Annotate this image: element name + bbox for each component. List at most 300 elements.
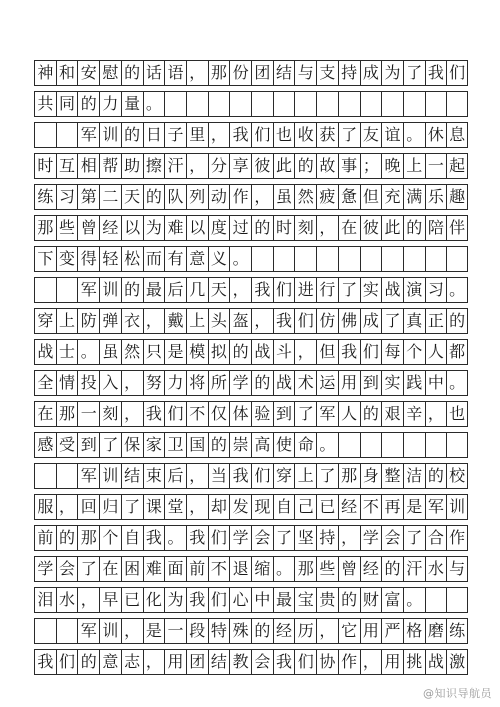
grid-cell: 的	[77, 650, 99, 674]
grid-cell: 几	[186, 278, 208, 302]
grid-cell	[338, 92, 360, 116]
grid-cell: ，	[338, 526, 360, 550]
grid-cell: 习	[56, 185, 78, 209]
grid-cell: 教	[229, 650, 251, 674]
grid-cell: 会	[251, 650, 273, 674]
grid-cell	[208, 92, 230, 116]
grid-cell: 二	[99, 185, 121, 209]
grid-cell: 课	[143, 495, 165, 519]
grid-cell: 训	[446, 495, 468, 519]
grid-cell: 会	[251, 526, 273, 550]
grid-cell: 故	[316, 154, 338, 178]
grid-cell: 个	[99, 526, 121, 550]
grid-cell: 此	[381, 216, 403, 240]
grid-cell: 身	[360, 464, 382, 488]
grid-cell: 当	[208, 464, 230, 488]
grid-cell: 相	[77, 154, 99, 178]
grid-cell: 发	[229, 495, 251, 519]
grid-cell: 训	[99, 278, 121, 302]
grid-cell: 的	[294, 154, 316, 178]
grid-cell: 们	[164, 402, 186, 426]
grid-cell: 作	[446, 526, 468, 550]
grid-cell: 充	[381, 185, 403, 209]
grid-cell: ，	[121, 402, 143, 426]
grid-cell: 人	[338, 402, 360, 426]
grid-cell: 一	[77, 402, 99, 426]
grid-cell	[56, 123, 78, 147]
grid-cell: 以	[121, 216, 143, 240]
grid-cell: 格	[403, 619, 425, 643]
grid-cell	[446, 588, 468, 612]
grid-cell: 军	[425, 495, 447, 519]
grid-cell: ，	[186, 61, 208, 85]
grid-cell: 们	[208, 588, 230, 612]
grid-cell: 训	[99, 464, 121, 488]
grid-cell	[403, 247, 425, 271]
grid-cell: 。	[164, 526, 186, 550]
grid-cell: 。	[77, 340, 99, 364]
grid-row-16	[34, 525, 468, 551]
grid-cell: 此	[273, 154, 295, 178]
grid-cell: 是	[143, 619, 165, 643]
grid-cell: 军	[316, 402, 338, 426]
grid-cell: ，	[143, 650, 165, 674]
grid-cell: 宝	[294, 588, 316, 612]
grid-cell	[360, 92, 382, 116]
grid-cell: 战	[34, 340, 56, 364]
grid-cell: 合	[425, 526, 447, 550]
grid-cell: 不	[186, 402, 208, 426]
grid-cell: 的	[229, 340, 251, 364]
grid-cell: 份	[229, 61, 251, 85]
grid-cell: 演	[403, 278, 425, 302]
grid-cell: 助	[121, 154, 143, 178]
grid-cell: 最	[143, 278, 165, 302]
grid-cell	[316, 247, 338, 271]
grid-cell: 全	[34, 371, 56, 395]
grid-cell: 的	[381, 557, 403, 581]
grid-cell: 了	[77, 557, 99, 581]
grid-cell: 仿	[316, 309, 338, 333]
grid-cell: 然	[121, 340, 143, 364]
grid-cell: ，	[208, 123, 230, 147]
grid-row-17	[34, 556, 468, 582]
grid-cell: ，	[186, 154, 208, 178]
grid-cell: 作	[229, 185, 251, 209]
grid-cell	[186, 92, 208, 116]
grid-cell: 用	[164, 650, 186, 674]
grid-cell: 严	[381, 619, 403, 643]
grid-cell	[34, 464, 56, 488]
grid-cell: 的	[251, 619, 273, 643]
grid-cell: 习	[425, 278, 447, 302]
grid-cell: 殊	[229, 619, 251, 643]
grid-cell: 获	[316, 123, 338, 147]
grid-cell: 用	[381, 650, 403, 674]
grid-cell: 但	[316, 340, 338, 364]
grid-cell: 都	[446, 340, 468, 364]
grid-cell: 受	[56, 433, 78, 457]
grid-cell: ，	[425, 402, 447, 426]
grid-cell: 擦	[143, 154, 165, 178]
grid-cell: ，	[77, 588, 99, 612]
grid-cell: 上	[186, 309, 208, 333]
grid-cell: 经	[273, 619, 295, 643]
grid-cell: 力	[99, 92, 121, 116]
grid-cell: 结	[121, 464, 143, 488]
grid-cell: 面	[164, 557, 186, 581]
grid-cell: 已	[316, 495, 338, 519]
grid-cell	[34, 619, 56, 643]
grid-cell: 惫	[338, 185, 360, 209]
grid-cell: 过	[229, 216, 251, 240]
grid-cell: 意	[186, 247, 208, 271]
grid-cell: ；	[360, 154, 382, 178]
grid-cell	[164, 92, 186, 116]
grid-cell: 的	[425, 464, 447, 488]
grid-cell: 的	[121, 278, 143, 302]
grid-cell	[229, 92, 251, 116]
grid-cell: 盔	[229, 309, 251, 333]
grid-cell: 时	[34, 154, 56, 178]
grid-cell: 学	[229, 526, 251, 550]
grid-cell: 里	[186, 123, 208, 147]
grid-cell	[425, 588, 447, 612]
grid-cell: 我	[186, 588, 208, 612]
grid-cell: 不	[360, 495, 382, 519]
grid-cell: ，	[56, 495, 78, 519]
grid-cell	[251, 247, 273, 271]
grid-cell	[34, 278, 56, 302]
grid-cell: ，	[186, 495, 208, 519]
grid-cell: 后	[164, 278, 186, 302]
grid-cell: 学	[360, 526, 382, 550]
grid-cell	[425, 247, 447, 271]
grid-cell: 了	[403, 526, 425, 550]
grid-cell: 辛	[403, 402, 425, 426]
grid-cell: 所	[208, 371, 230, 395]
grid-cell: 事	[338, 154, 360, 178]
grid-cell: 疲	[316, 185, 338, 209]
grid-cell	[381, 92, 403, 116]
grid-cell: ，	[251, 309, 273, 333]
grid-cell: 军	[77, 464, 99, 488]
grid-cell: 军	[77, 123, 99, 147]
grid-row-7	[34, 246, 468, 272]
grid-cell: 也	[273, 123, 295, 147]
grid-cell: 的	[251, 371, 273, 395]
grid-cell	[56, 278, 78, 302]
grid-cell: 们	[294, 309, 316, 333]
grid-cell: 慰	[99, 61, 121, 85]
grid-cell: 是	[403, 495, 425, 519]
grid-cell: 努	[143, 371, 165, 395]
grid-cell: 力	[164, 371, 186, 395]
grid-cell: 卫	[164, 433, 186, 457]
grid-cell: 休	[425, 123, 447, 147]
grid-cell: 共	[34, 92, 56, 116]
grid-cell: 然	[294, 185, 316, 209]
grid-cell: 服	[34, 495, 56, 519]
grid-cell: 友	[360, 123, 382, 147]
grid-cell: 实	[381, 371, 403, 395]
grid-cell: 缩	[251, 557, 273, 581]
grid-cell: 变	[56, 247, 78, 271]
grid-cell: 那	[34, 216, 56, 240]
grid-cell: 上	[294, 464, 316, 488]
grid-cell: 刻	[294, 216, 316, 240]
grid-cell: 化	[143, 588, 165, 612]
grid-cell: 那	[338, 464, 360, 488]
grid-cell: 日	[143, 123, 165, 147]
grid-cell: 协	[316, 650, 338, 674]
grid-cell	[360, 433, 382, 457]
grid-cell: 运	[316, 371, 338, 395]
grid-row-6	[34, 215, 468, 241]
grid-cell: 结	[273, 61, 295, 85]
grid-cell: 头	[208, 309, 230, 333]
grid-cell: 有	[164, 247, 186, 271]
grid-cell: 再	[381, 495, 403, 519]
grid-cell: 。	[403, 123, 425, 147]
grid-cell: 了	[338, 123, 360, 147]
grid-cell: 那	[56, 402, 78, 426]
grid-cell: 只	[143, 340, 165, 364]
grid-row-15	[34, 494, 468, 520]
grid-cell: 洁	[403, 464, 425, 488]
grid-cell: 却	[208, 495, 230, 519]
grid-cell: 退	[229, 557, 251, 581]
grid-cell	[56, 619, 78, 643]
grid-cell: 练	[446, 619, 468, 643]
grid-cell	[425, 433, 447, 457]
grid-cell: 它	[338, 619, 360, 643]
grid-cell: 彼	[251, 154, 273, 178]
grid-cell: 困	[121, 557, 143, 581]
grid-cell: 我	[143, 526, 165, 550]
grid-cell: 们	[251, 464, 273, 488]
grid-cell	[273, 247, 295, 271]
grid-cell: 起	[446, 154, 468, 178]
grid-cell: 那	[208, 61, 230, 85]
grid-cell: 们	[273, 278, 295, 302]
grid-cell: 投	[77, 371, 99, 395]
grid-cell: 训	[99, 123, 121, 147]
grid-cell: 实	[360, 278, 382, 302]
grid-cell: 享	[229, 154, 251, 178]
grid-cell: ，	[251, 185, 273, 209]
grid-cell: 的	[208, 433, 230, 457]
grid-cell: ，	[316, 619, 338, 643]
grid-cell: 战	[381, 278, 403, 302]
grid-cell: 体	[229, 402, 251, 426]
grid-cell: 入	[99, 371, 121, 395]
grid-cell: 刻	[99, 402, 121, 426]
grid-cell: 志	[121, 650, 143, 674]
grid-cell: 伴	[446, 216, 468, 240]
grid-cell: 我	[143, 402, 165, 426]
grid-cell: 汗	[164, 154, 186, 178]
grid-cell: 军	[77, 278, 99, 302]
grid-cell: 束	[143, 464, 165, 488]
grid-cell: 的	[446, 309, 468, 333]
grid-cell: 成	[360, 309, 382, 333]
grid-row-3	[34, 122, 468, 148]
grid-cell: 训	[99, 619, 121, 643]
grid-cell: 行	[316, 278, 338, 302]
grid-cell: 真	[403, 309, 425, 333]
grid-cell: 特	[208, 619, 230, 643]
grid-cell: 们	[446, 61, 468, 85]
grid-cell: 为	[381, 61, 403, 85]
grid-cell: 坚	[294, 526, 316, 550]
grid-cell: 不	[208, 557, 230, 581]
grid-cell: 衣	[121, 309, 143, 333]
grid-cell: 团	[251, 61, 273, 85]
grid-cell: 息	[446, 123, 468, 147]
grid-cell: 的	[251, 216, 273, 240]
grid-cell: 自	[121, 526, 143, 550]
grid-cell	[425, 92, 447, 116]
grid-cell: 神	[34, 61, 56, 85]
grid-cell: 会	[56, 557, 78, 581]
grid-row-11	[34, 370, 468, 396]
grid-cell	[294, 247, 316, 271]
grid-cell: 的	[121, 123, 143, 147]
grid-cell: 泪	[34, 588, 56, 612]
grid-cell	[381, 247, 403, 271]
grid-cell: 虽	[99, 340, 121, 364]
grid-cell: 时	[273, 216, 295, 240]
grid-cell: 趣	[446, 185, 468, 209]
grid-cell: 已	[121, 588, 143, 612]
grid-cell: 磨	[425, 619, 447, 643]
grid-cell: 结	[208, 650, 230, 674]
grid-cell: ，	[229, 278, 251, 302]
grid-cell: 难	[143, 557, 165, 581]
grid-cell: ，	[316, 216, 338, 240]
essay-grid-sheet	[34, 60, 468, 680]
grid-cell: 意	[99, 650, 121, 674]
grid-cell: 将	[186, 371, 208, 395]
grid-cell: 现	[251, 495, 273, 519]
grid-cell: 的	[143, 185, 165, 209]
grid-cell: 一	[164, 619, 186, 643]
grid-cell: 第	[77, 185, 99, 209]
grid-row-18	[34, 587, 468, 613]
grid-cell: 佛	[338, 309, 360, 333]
grid-cell: 得	[77, 247, 99, 271]
grid-cell: 拟	[208, 340, 230, 364]
grid-cell: 量	[121, 92, 143, 116]
grid-cell: 也	[446, 402, 468, 426]
grid-row-5	[34, 184, 468, 210]
grid-cell: 以	[186, 216, 208, 240]
grid-cell: 。	[316, 433, 338, 457]
grid-cell: 列	[186, 185, 208, 209]
grid-cell: 。	[143, 92, 165, 116]
grid-cell: 富	[381, 588, 403, 612]
grid-row-19	[34, 618, 468, 644]
grid-cell: 我	[425, 61, 447, 85]
grid-cell: 在	[34, 402, 56, 426]
grid-cell	[446, 92, 468, 116]
grid-cell: 天	[208, 278, 230, 302]
grid-cell: 学	[34, 557, 56, 581]
grid-cell: ，	[121, 619, 143, 643]
grid-cell: 会	[381, 526, 403, 550]
grid-cell: 中	[251, 588, 273, 612]
grid-cell: 在	[338, 216, 360, 240]
grid-cell: 挑	[403, 650, 425, 674]
grid-cell: 经	[338, 495, 360, 519]
grid-cell: 们	[360, 340, 382, 364]
grid-cell: 段	[186, 619, 208, 643]
grid-cell: 我	[229, 464, 251, 488]
grid-cell	[446, 433, 468, 457]
grid-cell: 整	[381, 464, 403, 488]
grid-cell: 经	[360, 557, 382, 581]
grid-cell: 个	[403, 340, 425, 364]
grid-cell: 是	[164, 340, 186, 364]
grid-cell: 感	[34, 433, 56, 457]
grid-cell: 持	[316, 526, 338, 550]
grid-cell: ，	[186, 464, 208, 488]
grid-cell: 与	[446, 557, 468, 581]
grid-cell: 上	[56, 309, 78, 333]
grid-cell: 艰	[381, 402, 403, 426]
grid-cell: 命	[294, 433, 316, 457]
grid-cell: 的	[403, 216, 425, 240]
grid-cell: 支	[316, 61, 338, 85]
grid-cell: 为	[164, 588, 186, 612]
grid-cell: 了	[99, 433, 121, 457]
grid-cell: 。	[229, 247, 251, 271]
grid-cell: 学	[229, 371, 251, 395]
grid-row-13	[34, 432, 468, 458]
grid-cell: 动	[208, 185, 230, 209]
grid-cell: 战	[273, 371, 295, 395]
grid-cell: 后	[164, 464, 186, 488]
grid-cell: 收	[294, 123, 316, 147]
grid-cell: 了	[316, 464, 338, 488]
grid-cell: 度	[208, 216, 230, 240]
grid-cell	[294, 92, 316, 116]
grid-cell: 曾	[77, 216, 99, 240]
grid-cell: 水	[56, 588, 78, 612]
grid-row-1	[34, 60, 468, 86]
grid-cell: 模	[186, 340, 208, 364]
grid-cell: 己	[294, 495, 316, 519]
grid-cell: 松	[121, 247, 143, 271]
grid-cell: 轻	[99, 247, 121, 271]
grid-cell: 为	[143, 216, 165, 240]
grid-cell: 些	[316, 557, 338, 581]
grid-cell: 正	[425, 309, 447, 333]
grid-cell: 归	[99, 495, 121, 519]
grid-cell: 中	[425, 371, 447, 395]
grid-cell	[56, 464, 78, 488]
grid-cell: 作	[338, 650, 360, 674]
grid-cell: 早	[99, 588, 121, 612]
grid-cell	[403, 433, 425, 457]
grid-cell: 们	[251, 123, 273, 147]
grid-cell: 水	[425, 557, 447, 581]
grid-cell: 满	[403, 185, 425, 209]
grid-cell: 穿	[273, 464, 295, 488]
grid-cell: 我	[34, 650, 56, 674]
grid-cell: 了	[403, 61, 425, 85]
